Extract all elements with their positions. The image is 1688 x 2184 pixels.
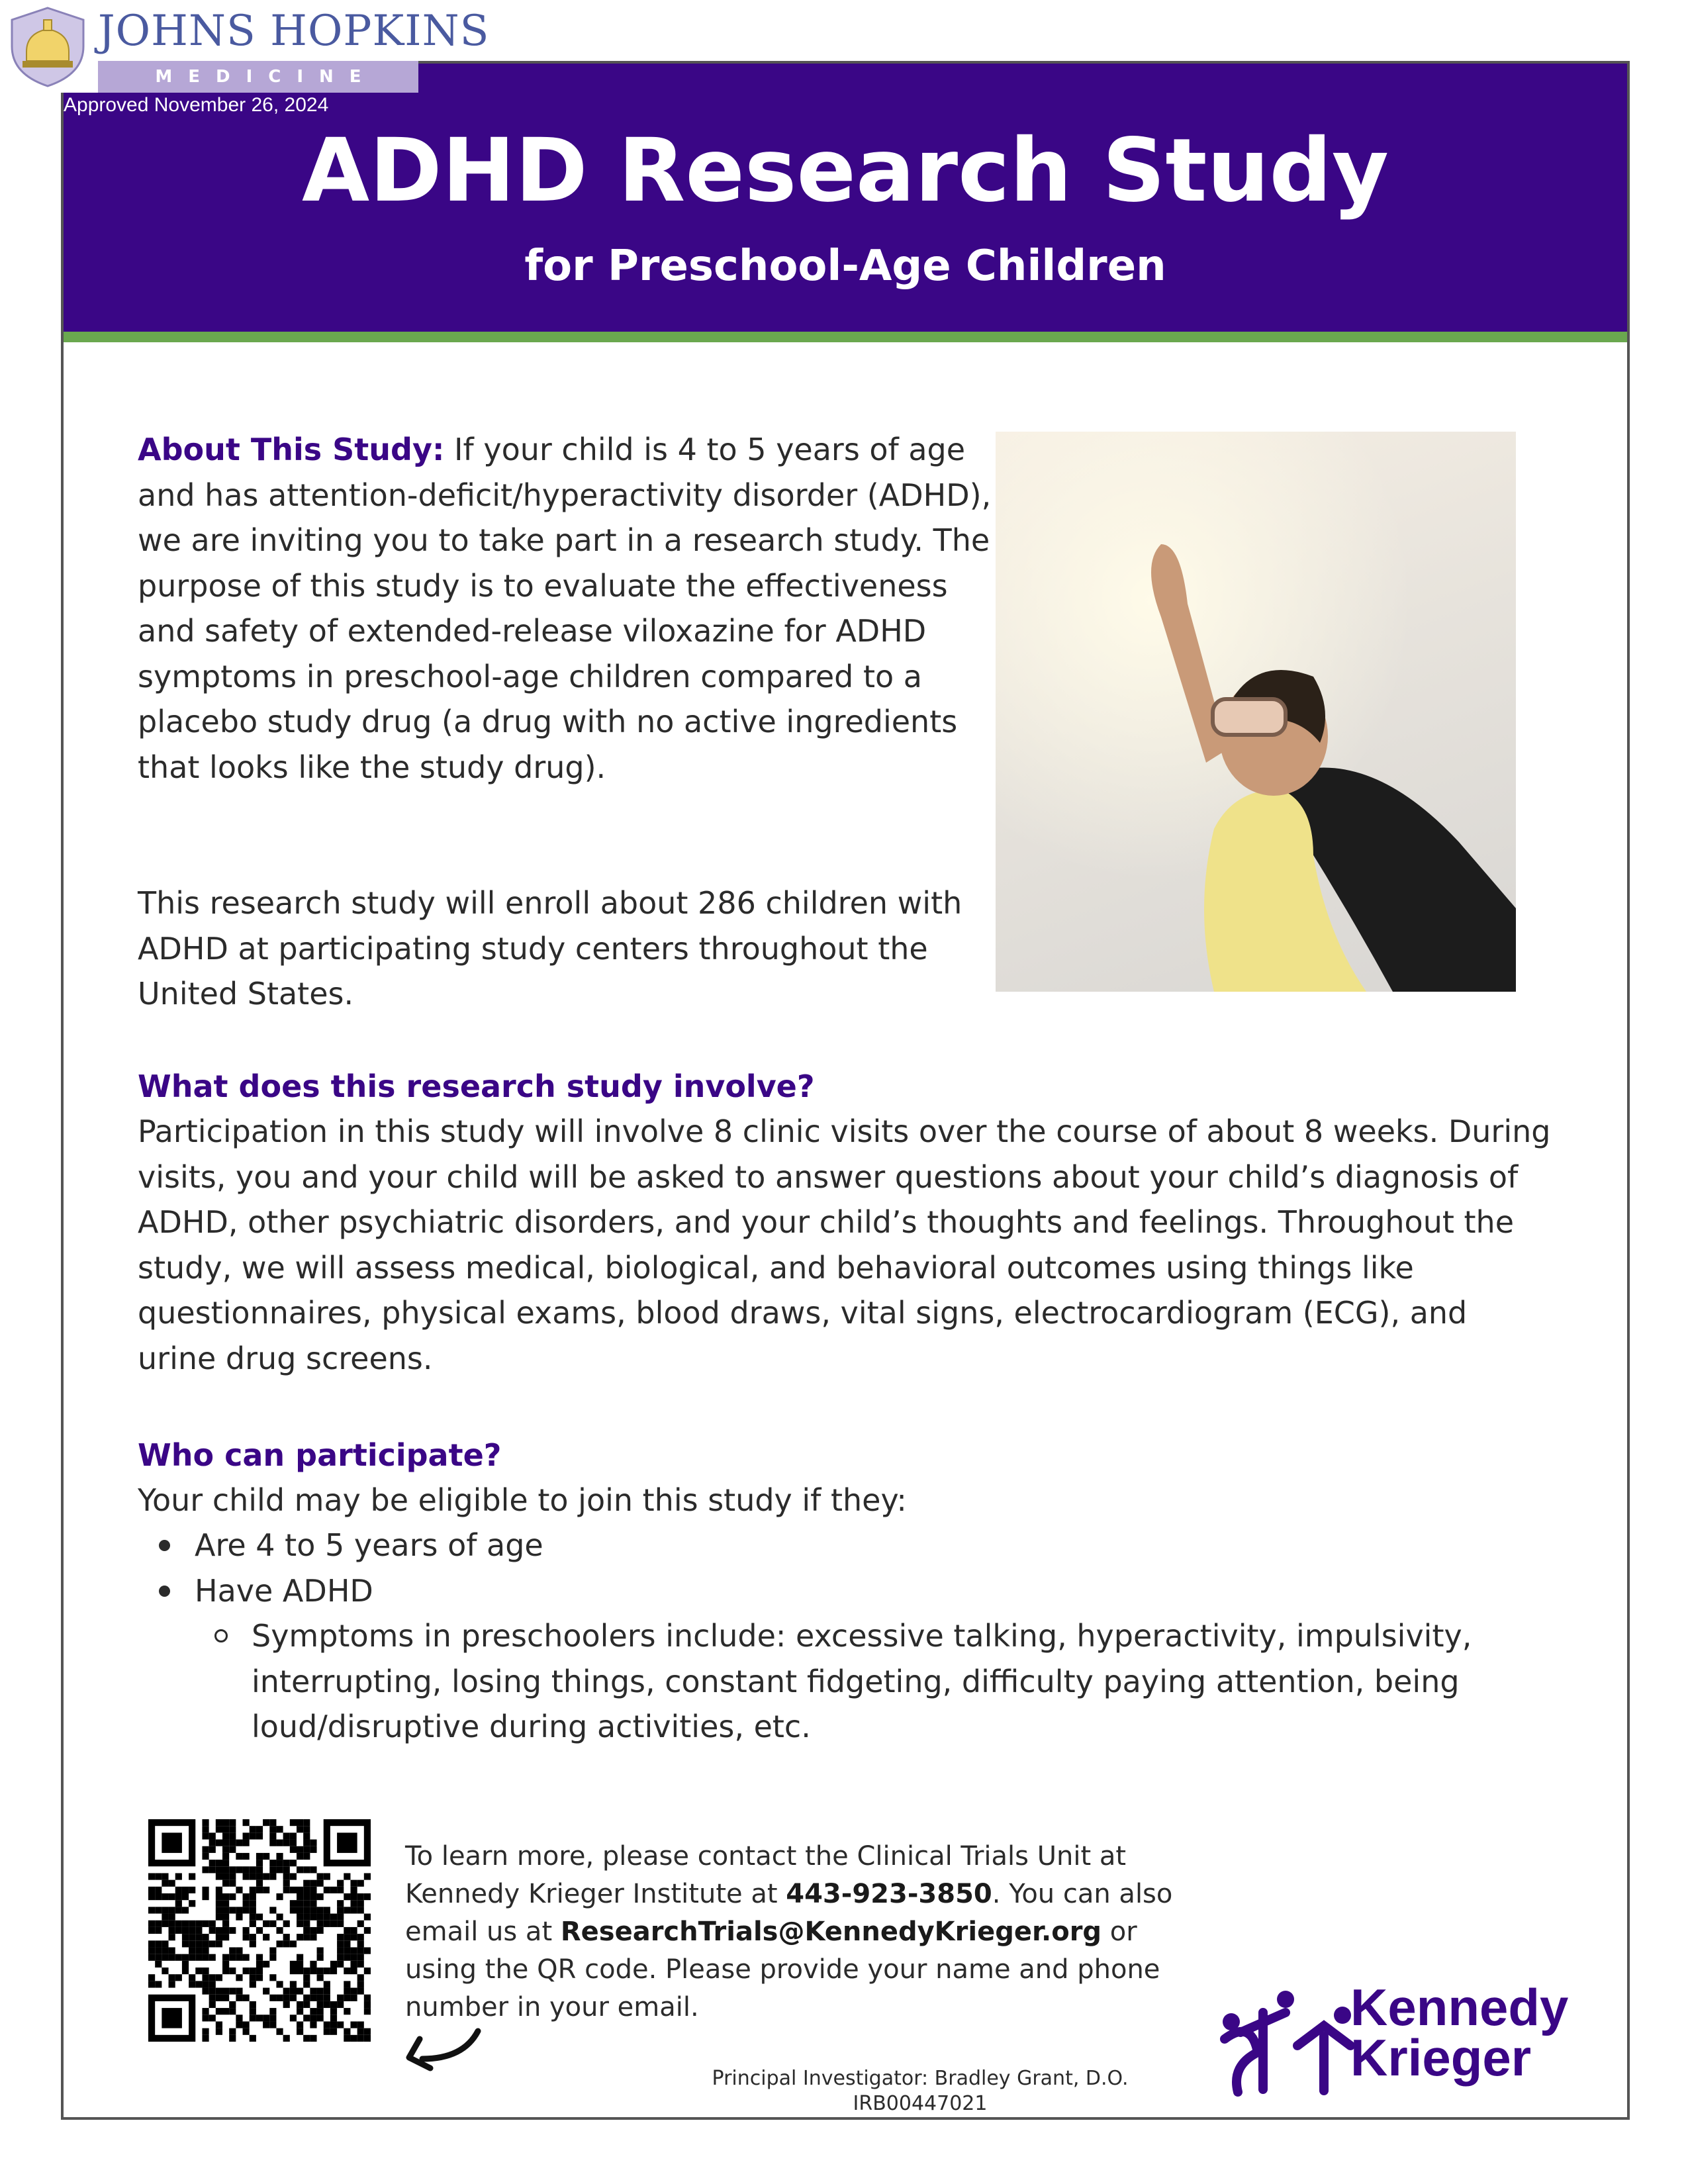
qr-code[interactable] [148,1819,371,2042]
eligibility-list [138,1523,1561,1750]
kk-logo-line-1: Kennedy [1350,1978,1569,2036]
list-item: Are 4 to 5 years of age [138,1523,1561,1568]
logo-subtitle: MEDICINE [98,61,418,93]
curved-arrow-icon [400,2022,490,2073]
list-item: Symptoms in preschoolers include: excessive talking, hyperactivity, impulsivity, interrupting, losing things, constant fidgeting, difficulty paying attention, being loud/disruptive during activities, etc. [138,1613,1561,1750]
header-divider [64,332,1627,342]
about-text: If your child is 4 to 5 years of age and has attention-deficit/hyperactivity disorder (ADHD), we are inviting you to take part in a research study. The purpose of this study is to evaluate the effectiveness and safety of extended-release viloxazine for ADHD symptoms in preschool-age children compared to a placebo study drug (a drug with no active ingredients that looks like the study drug). [138,432,992,785]
page-subtitle: for Preschool-Age Children [524,242,1166,291]
involve-paragraph: Participation in this study will involve 8 clinic visits over the course of about 8 weeks. During visits, you and your child will be asked to answer questions about your child’s diagnosis of ADHD, other psychiatric disorders, and your child’s thoughts and feelings. Throughout the study, we will assess medical, biological, and behavioral outcomes using things like questionnaires, physical exams, blood draws, vital signs, electrocardiogram (ECG), and urine drug screens. [138,1114,1551,1376]
johns-hopkins-logo [0,0,490,93]
contact-phone[interactable]: 443-923-3850 [786,1879,992,1909]
principal-investigator: Principal Investigator: Bradley Grant, D.O. [712,2067,1129,2090]
contact-text-1: To learn more, please contact the Clinical Trials Unit at Kennedy Krieger Institute at [405,1841,1127,1909]
contact-text-3: or using the QR code. Please provide your name and phone number in your email. [405,1917,1160,2022]
contact-paragraph [405,1838,1199,2026]
photo-illustration [996,432,1516,992]
about-heading: About This Study: [138,432,445,467]
irb-number: IRB00447021 [853,2092,988,2115]
enroll-paragraph: This research study will enroll about 286 children with ADHD at participating study centers throughout the United States. [138,885,962,1012]
contact-email[interactable]: ResearchTrials@KennedyKrieger.org [560,1917,1102,1947]
about-paragraph [138,427,998,790]
participate-heading: Who can participate? [138,1437,502,1473]
contact-text-2: . You can also email us at [405,1879,1173,1947]
child-superhero-photo [996,432,1516,992]
participate-intro: Your child may be eligible to join this study if they: [138,1482,907,1518]
list-item: Have ADHD [138,1568,1561,1614]
logo-name: JOHNS HOPKINS [98,7,490,56]
involve-heading: What does this research study involve? [138,1068,815,1104]
dome-shield-icon [7,5,89,87]
approval-date: Approved November 26, 2024 [64,94,329,116]
page-title: ADHD Research Study [301,120,1389,222]
kk-logo-line-2: Krieger [1350,2028,1532,2087]
